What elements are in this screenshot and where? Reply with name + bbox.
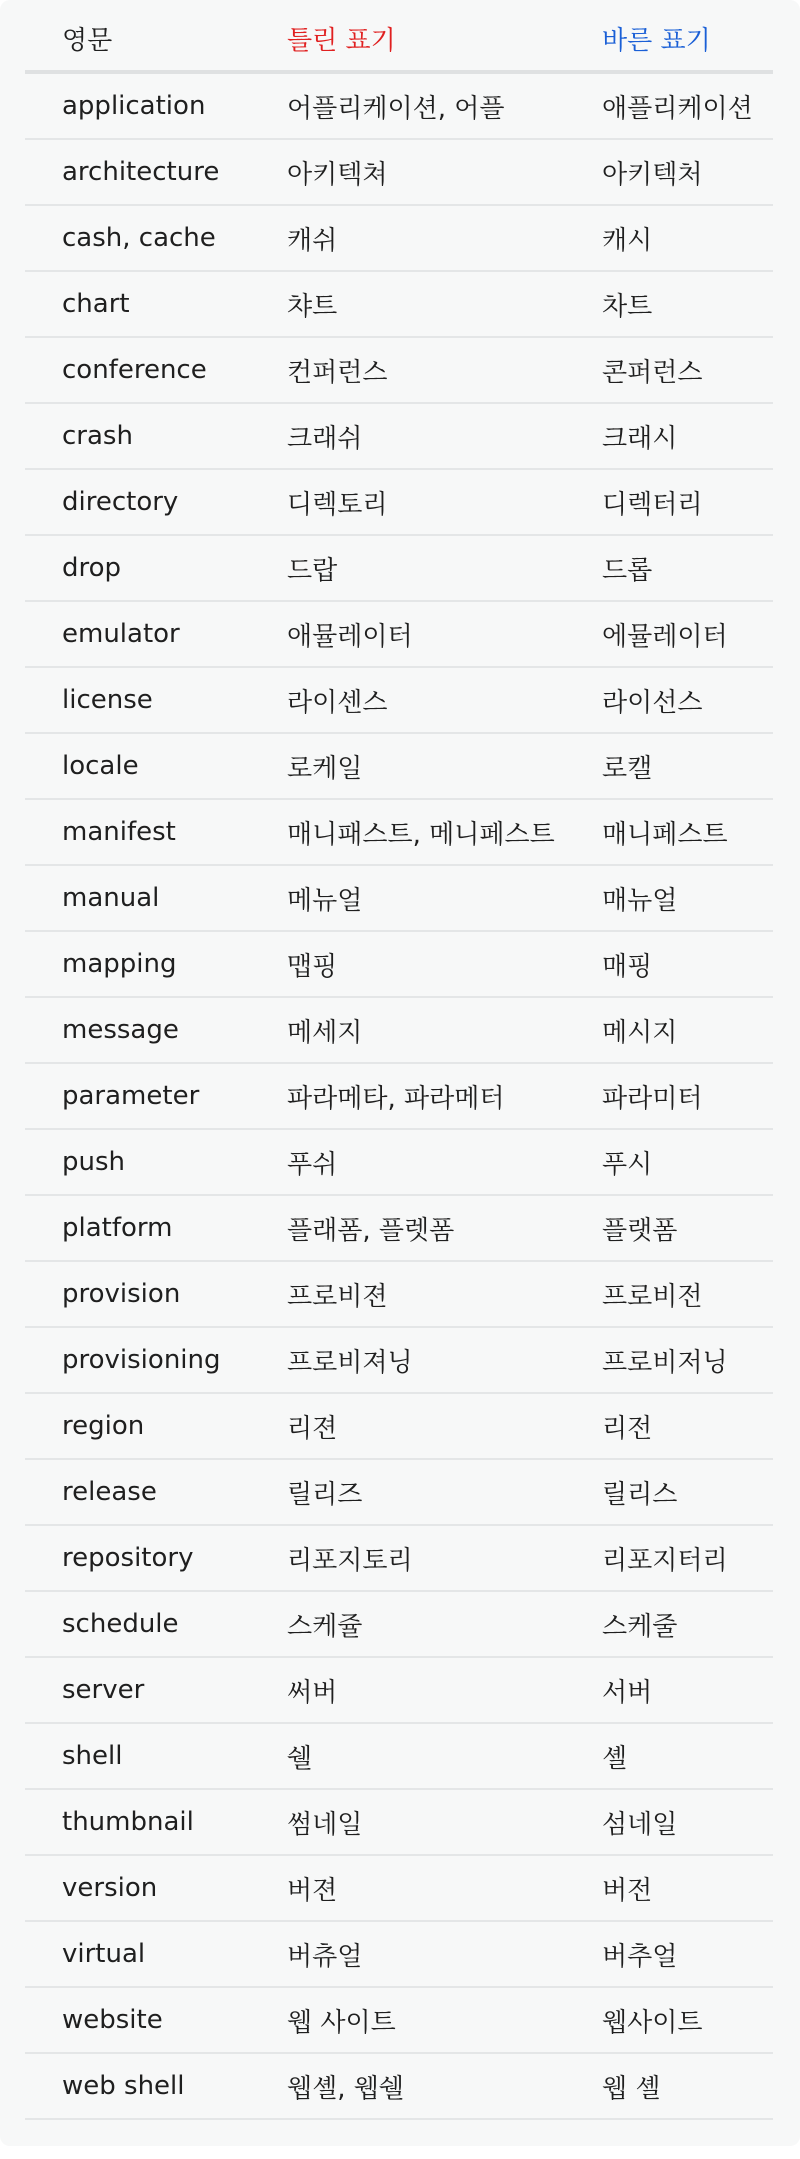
english-term-cell: web shell — [25, 2053, 250, 2119]
correct-spelling-cell: 메시지 — [565, 997, 773, 1063]
wrong-spelling-cell: 릴리즈 — [250, 1459, 565, 1525]
wrong-spelling-cell: 버츄얼 — [250, 1921, 565, 1987]
english-term-cell: parameter — [25, 1063, 250, 1129]
correct-spelling-cell: 아키텍처 — [565, 139, 773, 205]
wrong-spelling-cell: 맵핑 — [250, 931, 565, 997]
correct-spelling-cell: 매핑 — [565, 931, 773, 997]
english-term-cell: chart — [25, 271, 250, 337]
table-row — [25, 1327, 773, 1393]
table-row — [25, 1195, 773, 1261]
wrong-spelling-cell: 쉘 — [250, 1723, 565, 1789]
table-row — [25, 1591, 773, 1657]
table-row — [25, 535, 773, 601]
wrong-spelling-cell: 써버 — [250, 1657, 565, 1723]
header-english: 영문 — [25, 6, 250, 72]
english-term-cell: manifest — [25, 799, 250, 865]
english-term-cell: emulator — [25, 601, 250, 667]
spelling-table — [25, 6, 773, 2120]
table-row — [25, 1987, 773, 2053]
correct-spelling-cell: 차트 — [565, 271, 773, 337]
wrong-spelling-cell: 아키텍쳐 — [250, 139, 565, 205]
correct-spelling-cell: 콘퍼런스 — [565, 337, 773, 403]
correct-spelling-cell: 로캘 — [565, 733, 773, 799]
wrong-spelling-cell: 크래쉬 — [250, 403, 565, 469]
english-term-cell: directory — [25, 469, 250, 535]
correct-spelling-cell: 드롭 — [565, 535, 773, 601]
wrong-spelling-cell: 애뮬레이터 — [250, 601, 565, 667]
table-row — [25, 1657, 773, 1723]
wrong-spelling-cell: 드랍 — [250, 535, 565, 601]
english-term-cell: license — [25, 667, 250, 733]
wrong-spelling-cell: 로케일 — [250, 733, 565, 799]
wrong-spelling-cell: 파라메타, 파라메터 — [250, 1063, 565, 1129]
header-row — [25, 6, 773, 72]
wrong-spelling-cell: 챠트 — [250, 271, 565, 337]
wrong-spelling-cell: 컨퍼런스 — [250, 337, 565, 403]
correct-spelling-cell: 프로비저닝 — [565, 1327, 773, 1393]
english-term-cell: server — [25, 1657, 250, 1723]
table-header — [25, 6, 773, 72]
header-wrong: 틀린 표기 — [250, 6, 565, 72]
english-term-cell: platform — [25, 1195, 250, 1261]
wrong-spelling-cell: 썸네일 — [250, 1789, 565, 1855]
correct-spelling-cell: 플랫폼 — [565, 1195, 773, 1261]
correct-spelling-cell: 파라미터 — [565, 1063, 773, 1129]
correct-spelling-cell: 매니페스트 — [565, 799, 773, 865]
english-term-cell: website — [25, 1987, 250, 2053]
table-row — [25, 1789, 773, 1855]
wrong-spelling-cell: 메뉴얼 — [250, 865, 565, 931]
wrong-spelling-cell: 프로비젼 — [250, 1261, 565, 1327]
english-term-cell: thumbnail — [25, 1789, 250, 1855]
wrong-spelling-cell: 디렉토리 — [250, 469, 565, 535]
table-row — [25, 1129, 773, 1195]
table-row — [25, 469, 773, 535]
wrong-spelling-cell: 버젼 — [250, 1855, 565, 1921]
correct-spelling-cell: 셸 — [565, 1723, 773, 1789]
wrong-spelling-cell: 푸쉬 — [250, 1129, 565, 1195]
table-row — [25, 1723, 773, 1789]
wrong-spelling-cell: 웹셸, 웹쉘 — [250, 2053, 565, 2119]
correct-spelling-cell: 웹 셸 — [565, 2053, 773, 2119]
correct-spelling-cell: 버전 — [565, 1855, 773, 1921]
wrong-spelling-cell: 캐쉬 — [250, 205, 565, 271]
english-term-cell: architecture — [25, 139, 250, 205]
correct-spelling-cell: 웹사이트 — [565, 1987, 773, 2053]
correct-spelling-cell: 섬네일 — [565, 1789, 773, 1855]
table-row — [25, 1459, 773, 1525]
english-term-cell: locale — [25, 733, 250, 799]
correct-spelling-cell: 캐시 — [565, 205, 773, 271]
correct-spelling-cell: 크래시 — [565, 403, 773, 469]
table-row — [25, 337, 773, 403]
english-term-cell: cash, cache — [25, 205, 250, 271]
wrong-spelling-cell: 스케쥴 — [250, 1591, 565, 1657]
table-row — [25, 601, 773, 667]
table-row — [25, 931, 773, 997]
english-term-cell: provisioning — [25, 1327, 250, 1393]
table-row — [25, 139, 773, 205]
table-row — [25, 205, 773, 271]
correct-spelling-cell: 매뉴얼 — [565, 865, 773, 931]
table-row — [25, 1855, 773, 1921]
english-term-cell: repository — [25, 1525, 250, 1591]
table-row — [25, 1393, 773, 1459]
english-term-cell: drop — [25, 535, 250, 601]
table-row — [25, 733, 773, 799]
correct-spelling-cell: 버추얼 — [565, 1921, 773, 1987]
english-term-cell: push — [25, 1129, 250, 1195]
table-row — [25, 997, 773, 1063]
table-row — [25, 271, 773, 337]
english-term-cell: release — [25, 1459, 250, 1525]
english-term-cell: mapping — [25, 931, 250, 997]
wrong-spelling-cell: 라이센스 — [250, 667, 565, 733]
english-term-cell: application — [25, 72, 250, 139]
wrong-spelling-cell: 매니패스트, 메니페스트 — [250, 799, 565, 865]
correct-spelling-cell: 디렉터리 — [565, 469, 773, 535]
correct-spelling-cell: 프로비전 — [565, 1261, 773, 1327]
wrong-spelling-cell: 메세지 — [250, 997, 565, 1063]
english-term-cell: message — [25, 997, 250, 1063]
wrong-spelling-cell: 웹 사이트 — [250, 1987, 565, 2053]
table-row — [25, 1525, 773, 1591]
wrong-spelling-cell: 리젼 — [250, 1393, 565, 1459]
english-term-cell: shell — [25, 1723, 250, 1789]
table-row — [25, 865, 773, 931]
correct-spelling-cell: 에뮬레이터 — [565, 601, 773, 667]
correct-spelling-cell: 리전 — [565, 1393, 773, 1459]
english-term-cell: region — [25, 1393, 250, 1459]
english-term-cell: version — [25, 1855, 250, 1921]
wrong-spelling-cell: 리포지토리 — [250, 1525, 565, 1591]
english-term-cell: provision — [25, 1261, 250, 1327]
correct-spelling-cell: 릴리스 — [565, 1459, 773, 1525]
english-term-cell: schedule — [25, 1591, 250, 1657]
wrong-spelling-cell: 어플리케이션, 어플 — [250, 72, 565, 139]
english-term-cell: manual — [25, 865, 250, 931]
correct-spelling-cell: 리포지터리 — [565, 1525, 773, 1591]
table-row — [25, 72, 773, 139]
table-row — [25, 2053, 773, 2119]
table-row — [25, 1261, 773, 1327]
correct-spelling-cell: 스케줄 — [565, 1591, 773, 1657]
table-row — [25, 1063, 773, 1129]
table-body — [25, 72, 773, 2119]
table-row — [25, 1921, 773, 1987]
english-term-cell: conference — [25, 337, 250, 403]
wrong-spelling-cell: 플래폼, 플렛폼 — [250, 1195, 565, 1261]
correct-spelling-cell: 푸시 — [565, 1129, 773, 1195]
header-correct: 바른 표기 — [565, 6, 773, 72]
english-term-cell: crash — [25, 403, 250, 469]
correct-spelling-cell: 서버 — [565, 1657, 773, 1723]
table-row — [25, 403, 773, 469]
table-row — [25, 799, 773, 865]
table-row — [25, 667, 773, 733]
english-term-cell: virtual — [25, 1921, 250, 1987]
wrong-spelling-cell: 프로비져닝 — [250, 1327, 565, 1393]
correct-spelling-cell: 애플리케이션 — [565, 72, 773, 139]
correct-spelling-cell: 라이선스 — [565, 667, 773, 733]
